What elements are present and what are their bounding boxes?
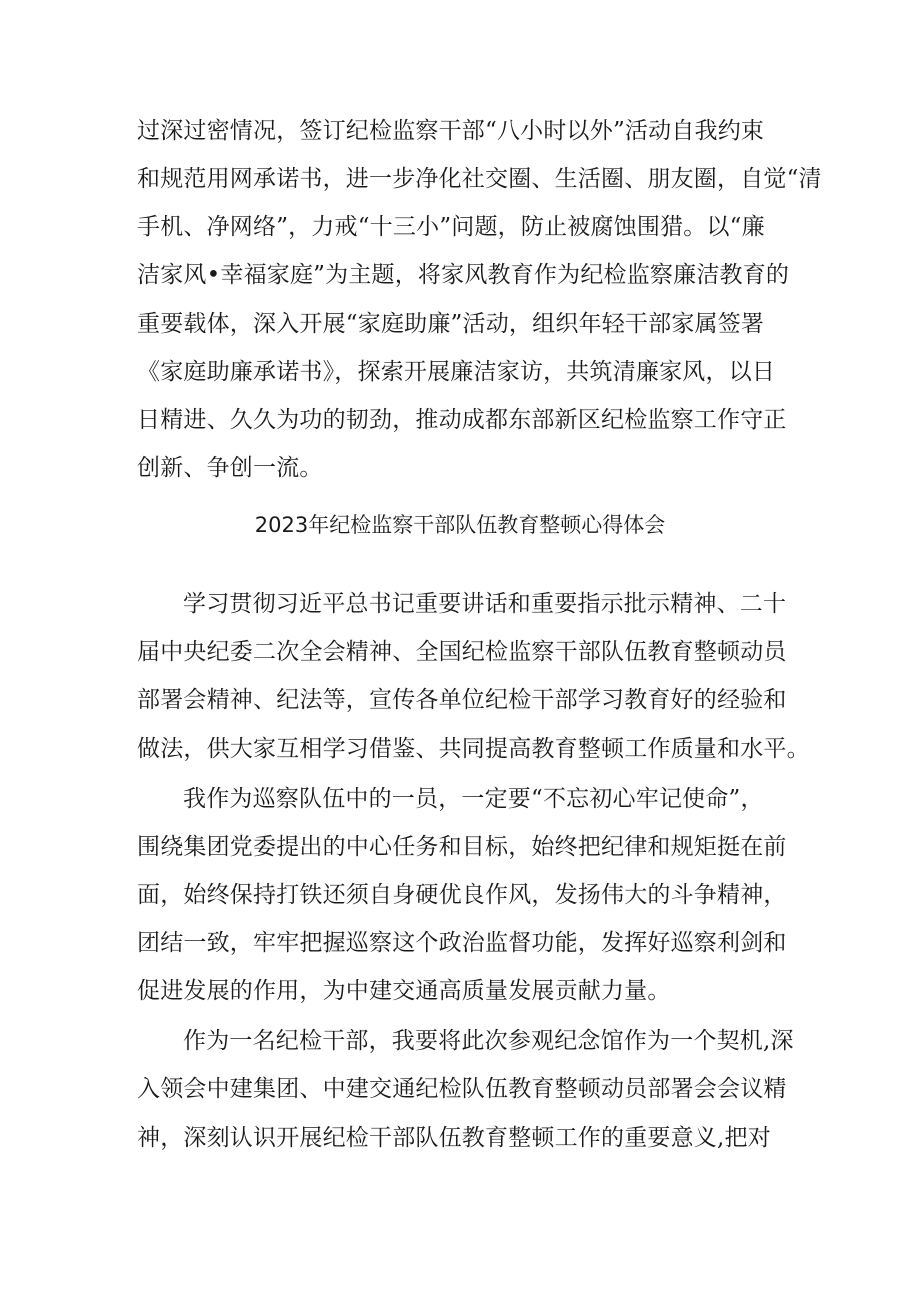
text-line: 创新、争创一流。 [137,455,323,481]
text-line: 作为一名纪检干部，我要将此次参观纪念馆作为一个契机,深 [183,1028,794,1054]
text-line: 重要载体，深入开展“家庭助廉”活动，组织年轻干部家属签署 [137,311,765,337]
text-line: 围绕集团党委提出的中心任务和目标，始终把纪律和规矩挺在前 [137,834,787,860]
text-line: 学习贯彻习近平总书记重要讲话和重要指示批示精神、二十 [183,591,787,617]
text-line: 做法，供大家互相学习借鉴、共同提高教育整顿工作质量和水平。 [137,736,810,762]
text-line: 过深过密情况，签订纪检监察干部“八小时以外”活动自我约束 [137,118,765,144]
text-line: 日精进、久久为功的韧劲，推动成都东部新区纪检监察工作守正 [137,407,787,433]
text-line: 面，始终保持打铁还须自身硬优良作风，发扬伟大的斗争精神， [137,882,787,908]
text-line: 部署会精神、纪法等，宣传各单位纪检干部学习教育好的经验和 [137,687,787,713]
text-line: 《家庭助廉承诺书》，探索开展廉洁家访，共筑清廉家风，以日 [137,359,776,385]
text-line: 团结一致，牢牢把握巡察这个政治监督功能，发挥好巡察利剑和 [137,930,787,956]
text-line: 我作为巡察队伍中的一员，一定要“不忘初心牢记使命”， [183,786,764,812]
text-line: 手机、净网络”，力戒“十三小”问题，防止被腐蚀围猎。以“廉 [137,214,765,240]
text-line: 洁家风•幸福家庭”为主题，将家风教育作为纪检监察廉洁教育的 [137,262,790,288]
text-line: 届中央纪委二次全会精神、全国纪检监察干部队伍教育整顿动员 [137,639,787,665]
text-line: 神，深刻认识开展纪检干部队伍教育整顿工作的重要意义,把对 [137,1125,771,1151]
text-line: 入领会中建集团、中建交通纪检队伍教育整顿动员部署会会议精 [137,1076,787,1102]
text-line: 促进发展的作用，为中建交通高质量发展贡献力量。 [137,978,671,1004]
section-title: 2023年纪检监察干部队伍教育整顿心得体会 [254,513,666,537]
text-line: 和规范用网承诺书，进一步净化社交圈、生活圈、朋友圈，自觉“清 [137,166,822,192]
